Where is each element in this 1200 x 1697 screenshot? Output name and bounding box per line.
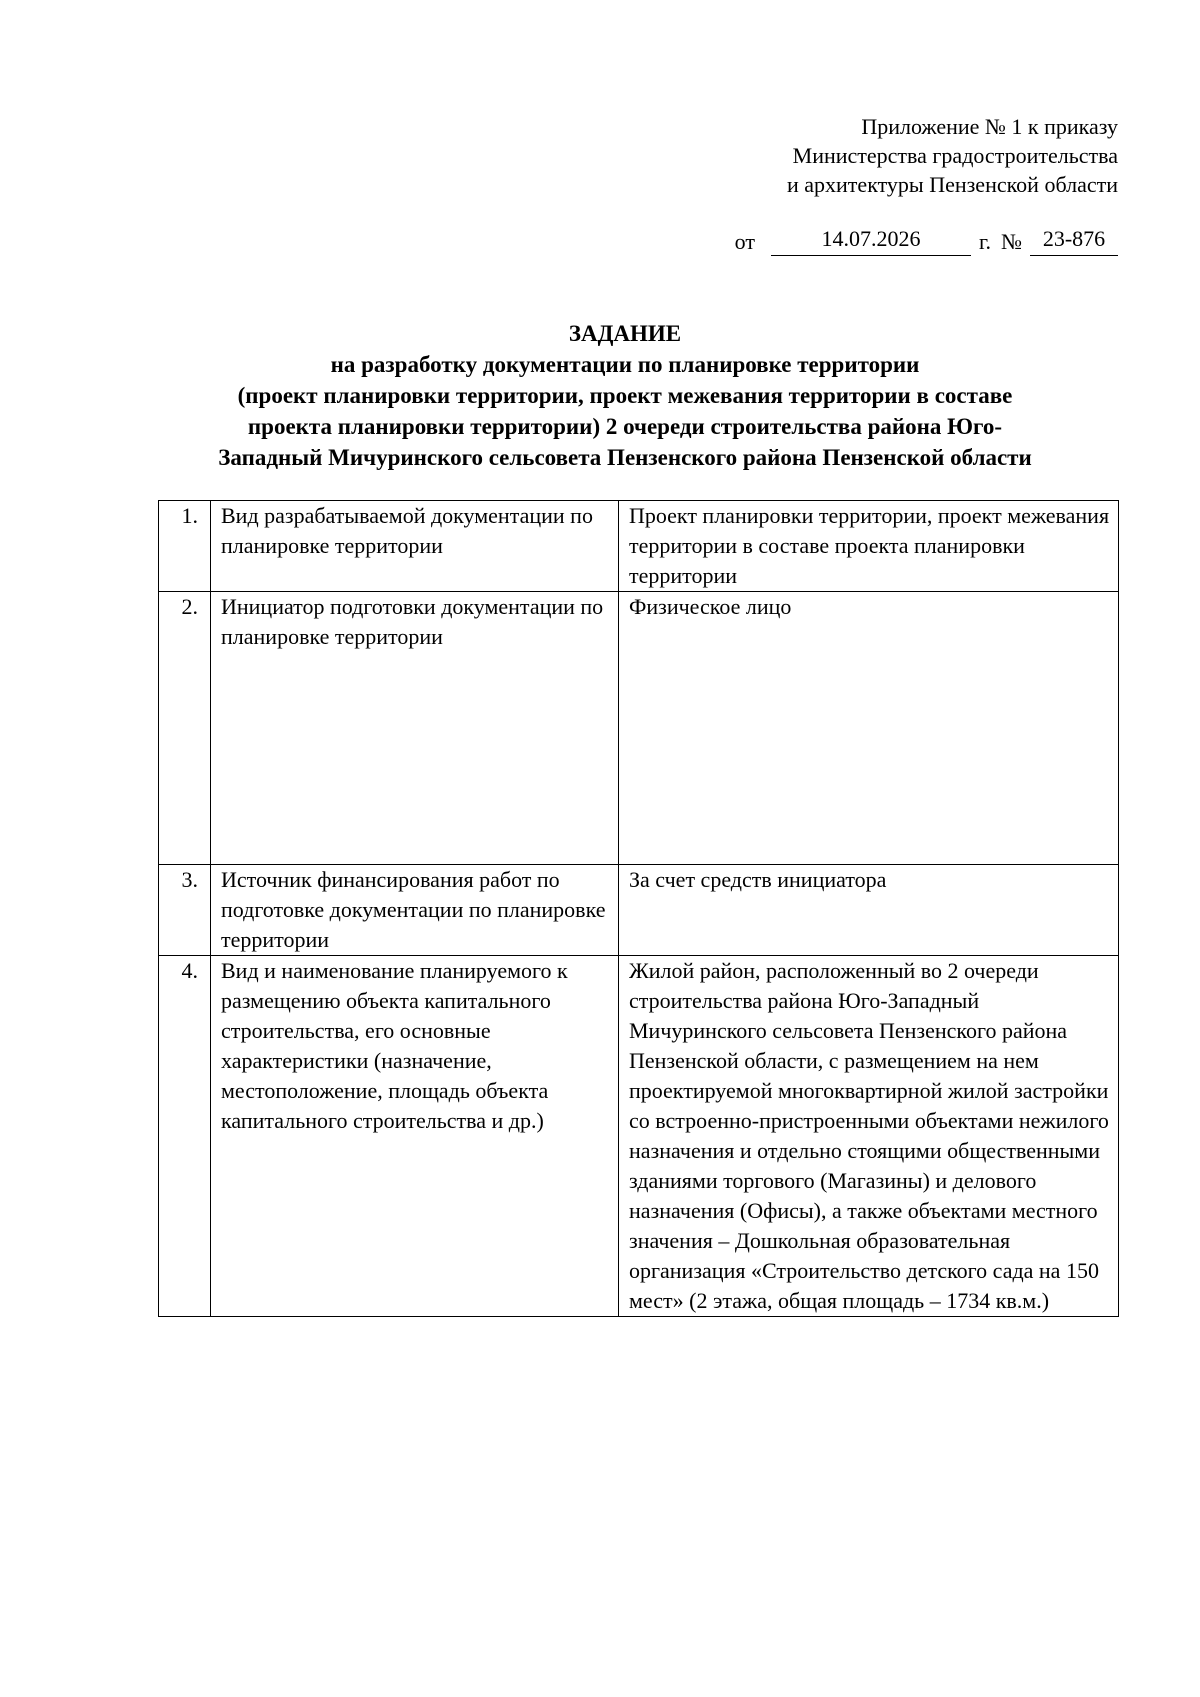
row-label: Источник финансирования работ по подготовке документации по планировке территории	[211, 865, 619, 956]
title-line-3: проекта планировки территории) 2 очереди строительства района Юго-	[247, 414, 1003, 439]
year-abbr: г.	[978, 229, 991, 254]
table-row	[159, 501, 1119, 592]
annex-line-1: Приложение № 1 к приказу	[861, 114, 1118, 139]
order-number: 23-876	[1030, 225, 1118, 256]
row-value: Проект планировки территории, проект межевания территории в составе проекта планировки территории	[619, 501, 1119, 592]
order-date: 14.07.2026	[771, 225, 971, 256]
row-label: Вид и наименование планируемого к размещению объекта капитального строительства, его основные характеристики (назначение, местоположение, площадь объекта капитального строительства и др.)	[211, 956, 619, 1317]
row-label: Вид разрабатываемой документации по планировке территории	[211, 501, 619, 592]
order-date-number	[735, 225, 1118, 256]
row-number: 2.	[159, 592, 211, 865]
table-row	[159, 865, 1119, 956]
document-title	[150, 318, 1100, 473]
title-line-2: (проект планировки территории, проект межевания территории в составе	[237, 383, 1013, 408]
title-heading: ЗАДАНИЕ	[568, 321, 682, 346]
task-table	[158, 500, 1119, 1317]
row-value: Физическое лицо	[619, 592, 1119, 865]
number-label: №	[1001, 229, 1022, 254]
table-row	[159, 956, 1119, 1317]
table-row	[159, 592, 1119, 865]
from-label: от	[734, 229, 755, 254]
annex-line-2: Министерства градостроительства	[792, 143, 1118, 168]
annex-line-3: и архитектуры Пензенской области	[787, 172, 1118, 197]
row-number: 3.	[159, 865, 211, 956]
row-value: За счет средств инициатора	[619, 865, 1119, 956]
row-label: Инициатор подготовки документации по планировке территории	[211, 592, 619, 865]
title-line-1: на разработку документации по планировке территории	[330, 352, 920, 377]
row-value: Жилой район, расположенный во 2 очереди строительства района Юго-Западный Мичуринского сельсовета Пензенского района Пензенской области, с размещением на нем проектируемой многоквартирной жилой застройки со встроенно-пристроенными объектами нежилого назначения и отдельно стоящими общественными зданиями торгового (Магазины) и делового назначения (Офисы), а также объектами местного значения – Дошкольная образовательная организация «Строительство детского сада на 150 мест» (2 этажа, общая площадь – 1734 кв.м.)	[619, 956, 1119, 1317]
annex-header	[787, 112, 1118, 199]
row-number: 4.	[159, 956, 211, 1317]
row-number: 1.	[159, 501, 211, 592]
title-line-4: Западный Мичуринского сельсовета Пензенского района Пензенской области	[218, 445, 1032, 470]
